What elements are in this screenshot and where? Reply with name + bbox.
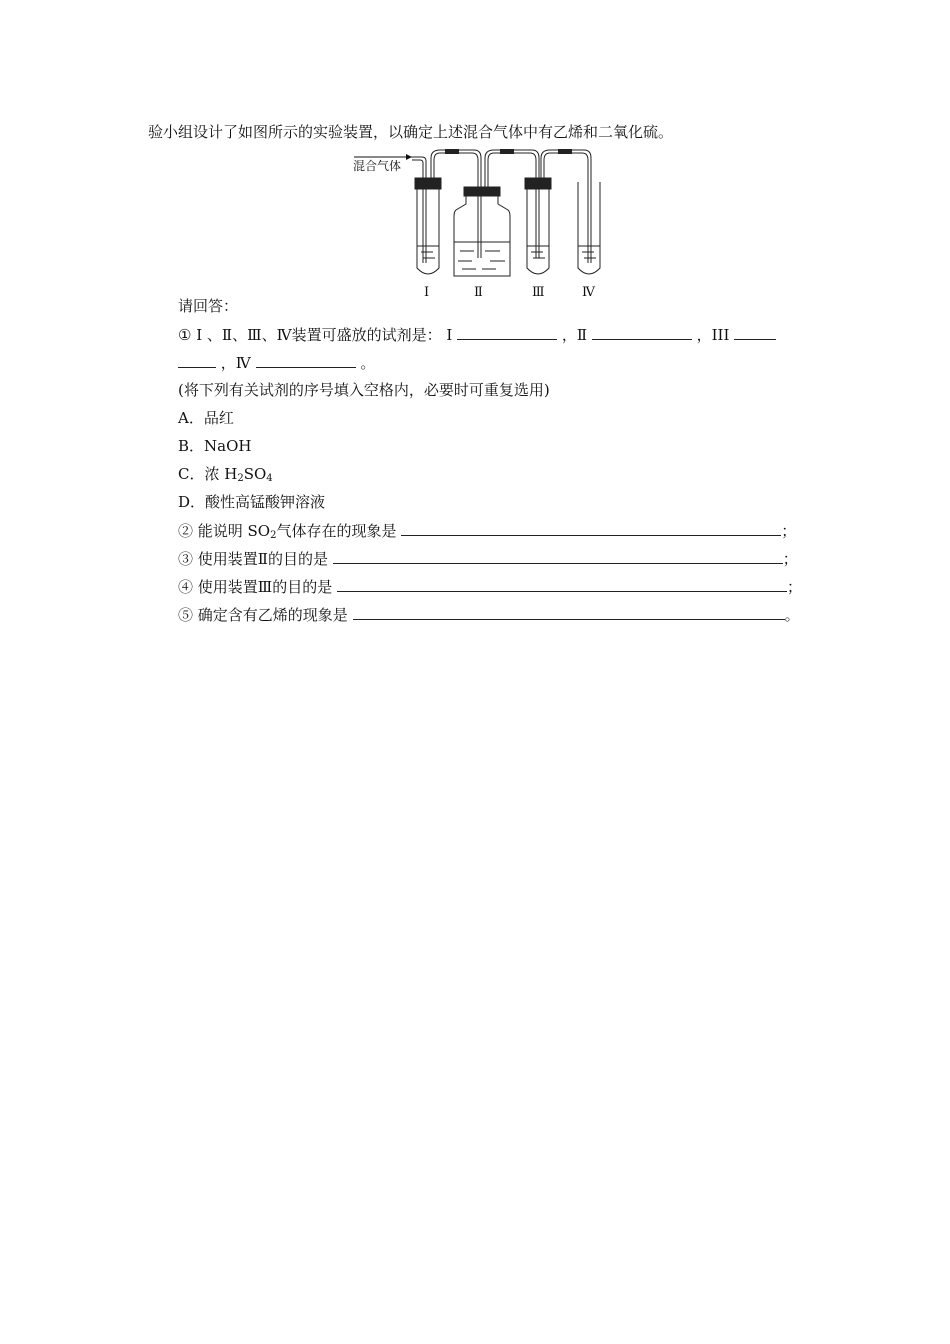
answer-blank-4[interactable] — [256, 352, 356, 368]
answer-blank-q3[interactable] — [333, 548, 783, 564]
q3-end: ； — [782, 550, 798, 568]
option-c-sub-2: 4 — [266, 473, 273, 484]
answer-blank-1[interactable] — [457, 324, 557, 340]
q3-text: ③ 使用装置Ⅱ的目的是 — [178, 550, 328, 568]
q2-end: ； — [781, 522, 797, 540]
q5-end: 。 — [784, 606, 800, 624]
rubber-joint-3 — [558, 149, 572, 154]
prompt-text: 请回答： — [178, 297, 239, 315]
q1-label-1: Ⅰ — [446, 326, 453, 344]
answer-blank-3a[interactable] — [734, 324, 776, 340]
label-2: Ⅱ — [474, 285, 483, 298]
gas-washing-bottle — [454, 187, 510, 276]
q4-text: ④ 使用装置Ⅲ的目的是 — [178, 578, 333, 596]
option-c-sub-1: 2 — [237, 473, 244, 484]
rubber-joint-2 — [500, 149, 514, 154]
answer-blank-q2[interactable] — [401, 520, 781, 536]
question-1-line-2 — [178, 352, 375, 373]
label-4: Ⅳ — [582, 285, 595, 298]
answer-blank-q5[interactable] — [353, 604, 785, 620]
arrow-head — [406, 154, 412, 160]
q1-end: 。 — [360, 354, 376, 372]
label-3: Ⅲ — [532, 285, 545, 298]
question-2 — [178, 520, 796, 541]
q1-label-3: ，III — [696, 326, 730, 344]
answer-blank-2[interactable] — [592, 324, 692, 340]
test-tube-3 — [525, 178, 551, 274]
rubber-joint-1 — [445, 149, 459, 154]
answer-blank-3b[interactable] — [178, 352, 216, 368]
label-1: Ⅰ — [424, 285, 430, 298]
question-4 — [178, 576, 802, 597]
question-5 — [178, 604, 800, 625]
q2-text: ② 能说明 SO — [178, 522, 271, 540]
q4-end: ； — [787, 578, 803, 596]
option-c — [178, 464, 273, 484]
test-tube-1 — [415, 178, 441, 274]
note-text: (将下列有关试剂的序号填入空格内，必要时可重复选用) — [178, 381, 550, 399]
q1-label-4: ，Ⅳ — [220, 354, 251, 372]
option-a: A．品红 — [178, 409, 234, 427]
option-c-text: C．浓 H — [178, 465, 238, 483]
inlet-pipe — [412, 157, 426, 263]
q5-text: ⑤ 确定含有乙烯的现象是 — [178, 606, 348, 624]
experiment-apparatus-diagram — [350, 148, 610, 298]
test-tube-4 — [578, 182, 600, 274]
option-b: B．NaOH — [178, 437, 252, 455]
option-c-mid: SO — [243, 465, 267, 483]
gas-label: 混合气体 — [353, 159, 402, 173]
q1-text: Ⅰ 、Ⅱ、Ⅲ、Ⅳ装置可盛放的试剂是： — [196, 326, 442, 344]
q2-sub: 2 — [270, 530, 277, 541]
q1-number: ① — [178, 326, 192, 344]
q2-text-2: 气体存在的现象是 — [276, 522, 397, 540]
question-1-line-1 — [178, 324, 776, 345]
q1-label-2: ，Ⅱ — [561, 326, 588, 344]
option-d: D．酸性高锰酸钾溶液 — [178, 493, 326, 511]
answer-blank-q4[interactable] — [337, 576, 787, 592]
intro-text: 验小组设计了如图所示的实验装置，以确定上述混合气体中有乙烯和二氧化硫。 — [148, 123, 674, 141]
question-3 — [178, 548, 798, 569]
